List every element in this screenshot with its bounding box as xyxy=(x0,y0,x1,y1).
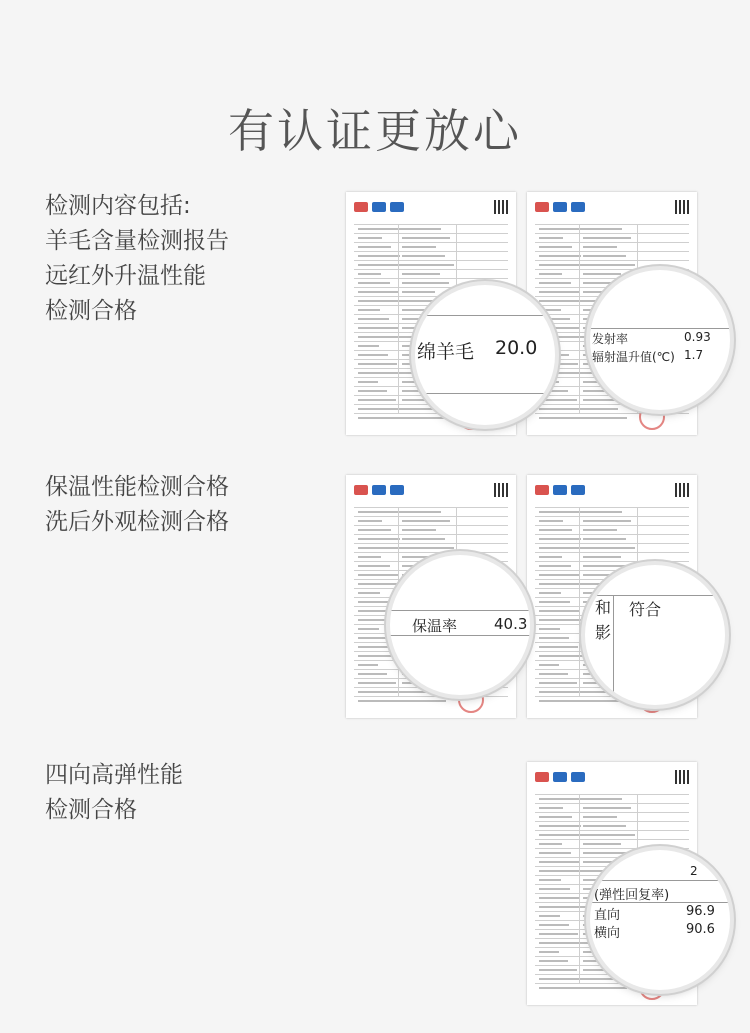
table-line xyxy=(535,534,689,535)
text-line xyxy=(539,282,571,284)
text-line xyxy=(539,628,560,630)
text-line xyxy=(358,390,387,392)
text-line xyxy=(539,951,559,953)
text-line xyxy=(358,592,380,594)
table-line xyxy=(579,794,580,984)
text-line xyxy=(402,228,441,230)
text-line xyxy=(539,399,577,401)
text-line xyxy=(539,300,589,302)
qr-code xyxy=(494,483,508,497)
cma-logo xyxy=(535,772,549,782)
text-line xyxy=(539,664,559,666)
text-line xyxy=(583,255,626,257)
text-line xyxy=(402,417,446,419)
table-line xyxy=(535,839,689,840)
text-line xyxy=(358,646,397,648)
text-line xyxy=(539,255,581,257)
table-line xyxy=(535,233,689,234)
text-line xyxy=(402,691,437,693)
magnifier-value: 20.0 xyxy=(495,337,538,359)
text-line xyxy=(358,354,388,356)
text-line xyxy=(358,300,408,302)
ilac-logo xyxy=(553,202,567,212)
text-line xyxy=(539,538,581,540)
text-line xyxy=(539,556,562,558)
table-line xyxy=(354,260,508,261)
text-line xyxy=(402,264,454,266)
table-line xyxy=(535,561,689,562)
magnifier-label: 直向 xyxy=(594,908,621,923)
text-line xyxy=(583,843,621,845)
text-line xyxy=(583,538,626,540)
text-line xyxy=(583,246,617,248)
text-line xyxy=(539,619,588,621)
text-line xyxy=(539,237,563,239)
text-line xyxy=(583,825,626,827)
text-line xyxy=(358,282,390,284)
text-line xyxy=(358,565,390,567)
text-line xyxy=(539,960,568,962)
text-line xyxy=(583,807,631,809)
qr-code xyxy=(675,770,689,784)
table-line xyxy=(535,848,689,849)
text-line xyxy=(539,682,577,684)
text-line xyxy=(539,915,560,917)
text-line xyxy=(358,529,391,531)
table-line xyxy=(535,525,689,526)
text-line xyxy=(539,291,580,293)
text-line xyxy=(539,825,581,827)
text-line xyxy=(358,682,396,684)
text-line xyxy=(358,601,389,603)
text-line xyxy=(358,255,400,257)
text-line xyxy=(539,933,578,935)
magnifier-label: 和 xyxy=(595,598,612,617)
text-line xyxy=(583,237,631,239)
text-line xyxy=(539,637,569,639)
text-line xyxy=(358,363,397,365)
text-line xyxy=(539,309,561,311)
text-line xyxy=(583,987,627,989)
text-line xyxy=(539,673,568,675)
magnifier-label: 影 xyxy=(595,623,612,642)
table-line xyxy=(354,507,508,508)
table-line xyxy=(354,525,508,526)
text-line xyxy=(358,399,396,401)
magnifier-value: 2 xyxy=(690,864,698,878)
section-line: 检测内容包括: xyxy=(45,193,191,219)
text-line xyxy=(402,291,435,293)
table-line xyxy=(535,260,689,261)
table-line xyxy=(354,269,508,270)
cma-logo xyxy=(354,202,368,212)
table-line xyxy=(579,224,580,414)
text-line xyxy=(358,381,378,383)
table-line xyxy=(535,803,689,804)
qr-code xyxy=(494,200,508,214)
text-line xyxy=(539,843,562,845)
section-wool-content xyxy=(45,189,229,329)
magnifier-label: 发射率 xyxy=(592,332,629,346)
magnifier-value: 0.93 xyxy=(684,330,711,344)
magnifier-label: (弹性回复率) xyxy=(594,888,670,903)
magnifier-appearance xyxy=(585,565,725,705)
text-line xyxy=(539,592,561,594)
magnifier-value: 1.7 xyxy=(684,348,704,362)
text-line xyxy=(583,574,616,576)
qr-code xyxy=(675,200,689,214)
section-line: 检测合格 xyxy=(45,298,137,324)
table-line xyxy=(354,242,508,243)
text-line xyxy=(539,924,569,926)
text-line xyxy=(583,565,630,567)
text-line xyxy=(583,511,622,513)
table-line xyxy=(398,224,399,414)
text-line xyxy=(402,520,450,522)
text-line xyxy=(539,807,563,809)
text-line xyxy=(539,816,572,818)
cnas-logo xyxy=(390,485,404,495)
text-line xyxy=(583,834,635,836)
text-line xyxy=(358,291,399,293)
text-line xyxy=(402,282,449,284)
text-line xyxy=(358,345,379,347)
cnas-logo xyxy=(571,202,585,212)
text-line xyxy=(358,673,387,675)
text-line xyxy=(358,327,398,329)
text-line xyxy=(402,538,445,540)
cma-logo xyxy=(535,202,549,212)
text-line xyxy=(583,520,631,522)
ilac-logo xyxy=(553,485,567,495)
text-line xyxy=(583,816,617,818)
qr-code xyxy=(675,483,689,497)
section-line: 远红外升温性能 xyxy=(45,263,206,289)
text-line xyxy=(583,861,616,863)
text-line xyxy=(358,237,382,239)
text-line xyxy=(583,978,618,980)
text-line xyxy=(539,529,572,531)
text-line xyxy=(402,273,440,275)
text-line xyxy=(358,664,378,666)
table-line xyxy=(354,552,508,553)
table-line xyxy=(535,543,689,544)
cnas-logo xyxy=(571,485,585,495)
text-line xyxy=(539,879,561,881)
magnifier-value: 96.9 xyxy=(686,904,715,919)
text-line xyxy=(358,574,399,576)
section-line: 洗后外观检测合格 xyxy=(45,509,229,535)
magnifier-value: 40.3 xyxy=(494,615,528,633)
magnifier-wool xyxy=(415,285,555,425)
text-line xyxy=(358,336,407,338)
section-line: 保温性能检测合格 xyxy=(45,474,229,500)
table-line xyxy=(354,516,508,517)
text-line xyxy=(402,556,440,558)
text-line xyxy=(539,583,589,585)
table-line xyxy=(354,224,508,225)
cma-logo xyxy=(354,485,368,495)
magnifier-warmth xyxy=(390,555,530,695)
text-line xyxy=(583,417,627,419)
text-line xyxy=(583,408,618,410)
page-title: 有认证更放心 xyxy=(228,104,522,158)
table-line xyxy=(354,696,508,697)
text-line xyxy=(539,565,571,567)
text-line xyxy=(539,273,562,275)
text-line xyxy=(402,511,441,513)
text-line xyxy=(402,547,454,549)
text-line xyxy=(358,628,379,630)
magnifier-value: 符合 xyxy=(629,600,662,619)
text-line xyxy=(539,520,563,522)
text-line xyxy=(583,273,621,275)
text-line xyxy=(539,888,570,890)
table-line xyxy=(535,794,689,795)
section-line: 检测合格 xyxy=(45,797,137,823)
text-line xyxy=(583,228,622,230)
text-line xyxy=(358,318,389,320)
magnifier-emissivity xyxy=(590,270,730,410)
table-line xyxy=(354,534,508,535)
text-line xyxy=(402,246,436,248)
table-line xyxy=(535,224,689,225)
text-line xyxy=(583,264,635,266)
table-line xyxy=(535,516,689,517)
text-line xyxy=(402,408,437,410)
table-line xyxy=(354,233,508,234)
text-line xyxy=(583,700,627,702)
table-line xyxy=(535,507,689,508)
table-line xyxy=(354,278,508,279)
text-line xyxy=(539,897,579,899)
text-line xyxy=(402,529,436,531)
text-line xyxy=(402,255,445,257)
magnifier-label: 绵羊毛 xyxy=(417,341,475,363)
text-line xyxy=(539,601,570,603)
text-line xyxy=(358,246,391,248)
magnifier-label: 横向 xyxy=(594,926,621,941)
text-line xyxy=(358,538,400,540)
table-line xyxy=(535,552,689,553)
text-line xyxy=(583,529,617,531)
cnas-logo xyxy=(571,772,585,782)
table-line xyxy=(354,251,508,252)
table-line xyxy=(535,821,689,822)
text-line xyxy=(583,798,622,800)
text-line xyxy=(539,610,579,612)
ilac-logo xyxy=(553,772,567,782)
table-line xyxy=(535,413,689,414)
text-line xyxy=(539,969,577,971)
text-line xyxy=(539,246,572,248)
text-line xyxy=(358,309,380,311)
text-line xyxy=(539,906,588,908)
section-line: 四向高弹性能 xyxy=(45,762,183,788)
cnas-logo xyxy=(390,202,404,212)
cma-logo xyxy=(535,485,549,495)
table-line xyxy=(535,812,689,813)
ilac-logo xyxy=(372,485,386,495)
text-line xyxy=(402,237,450,239)
text-line xyxy=(539,870,589,872)
text-line xyxy=(539,574,580,576)
text-line xyxy=(539,852,571,854)
text-line xyxy=(539,646,578,648)
magnifier-label: 保温率 xyxy=(412,617,458,635)
text-line xyxy=(358,273,381,275)
text-line xyxy=(358,637,388,639)
magnifier-label: 辐射温升值(℃) xyxy=(592,350,675,364)
magnifier-elasticity xyxy=(590,850,730,990)
text-line xyxy=(358,556,381,558)
ilac-logo xyxy=(372,202,386,212)
table-line xyxy=(535,830,689,831)
text-line xyxy=(583,547,635,549)
table-line xyxy=(535,242,689,243)
table-line xyxy=(354,543,508,544)
text-line xyxy=(583,556,621,558)
section-warmth xyxy=(45,470,229,540)
text-line xyxy=(539,861,580,863)
magnifier-value: 90.6 xyxy=(686,922,715,937)
table-line xyxy=(579,507,580,697)
table-line xyxy=(535,251,689,252)
text-line xyxy=(358,520,382,522)
section-line: 羊毛含量检测报告 xyxy=(45,228,229,254)
text-line xyxy=(583,852,630,854)
text-line xyxy=(402,700,446,702)
text-line xyxy=(358,583,408,585)
section-elasticity xyxy=(45,758,183,828)
